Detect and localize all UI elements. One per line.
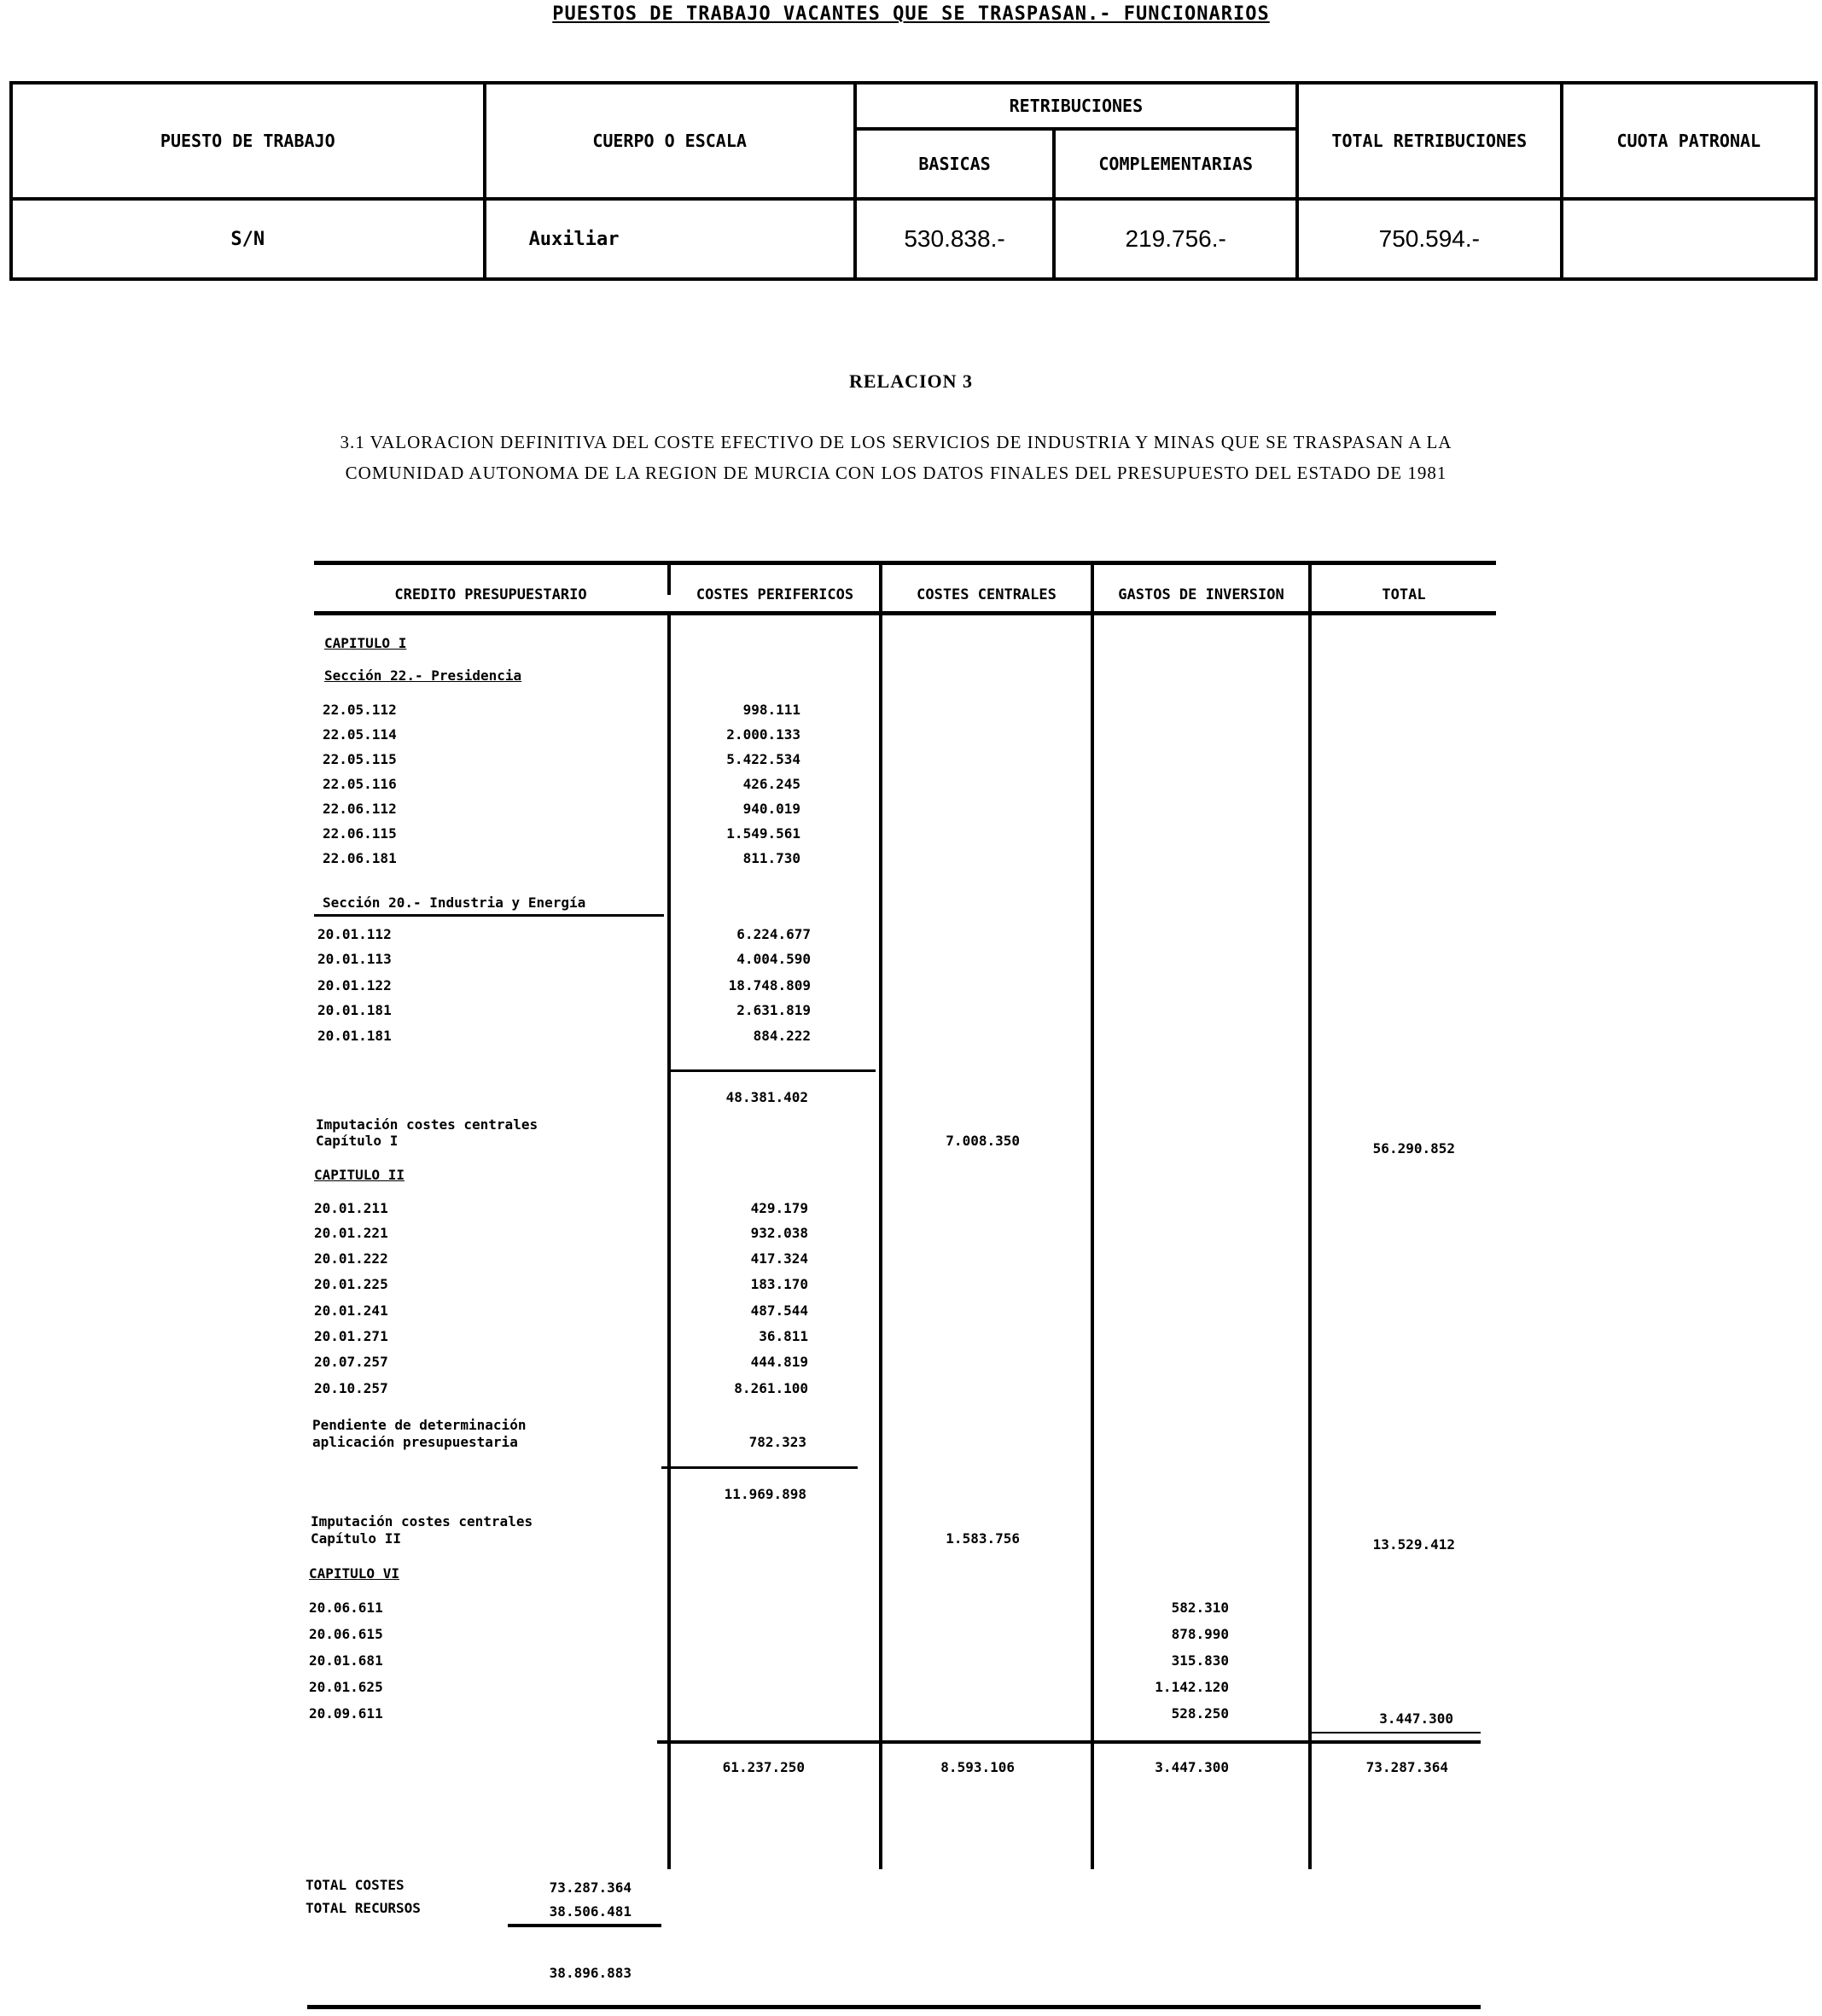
header-cuerpo: CUERPO O ESCALA	[485, 83, 855, 199]
header-retribuciones: RETRIBUCIONES	[855, 83, 1297, 129]
budget-code: 20.01.222	[314, 1250, 388, 1267]
periferico-value: 932.038	[750, 1225, 808, 1241]
total-column-rule	[1312, 1732, 1481, 1733]
cell-cuota	[1562, 199, 1816, 279]
total-value: 13.529.412	[1372, 1536, 1455, 1553]
inversion-value: 528.250	[1171, 1705, 1229, 1722]
header-costes-centrales: COSTES CENTRALES	[917, 586, 1057, 603]
pendiente-label: Pendiente de determinación	[312, 1417, 527, 1433]
cell-puesto: S/N	[11, 199, 485, 279]
budget-code: 22.05.115	[323, 751, 397, 767]
subtotal-rule	[667, 1069, 876, 1072]
periferico-value: 18.748.809	[728, 977, 811, 993]
table-header-rule	[314, 611, 1496, 615]
budget-code: 20.01.112	[317, 926, 392, 942]
difference-value: 38.896.883	[549, 1965, 632, 1981]
summary-rule	[508, 1924, 661, 1927]
budget-code: 20.01.211	[314, 1200, 388, 1216]
chapter-heading: CAPITULO I	[324, 635, 407, 651]
section-heading: Sección 22.- Presidencia	[324, 667, 522, 684]
subtotal-value: 48.381.402	[725, 1089, 808, 1105]
inversion-value: 315.830	[1171, 1652, 1229, 1669]
budget-code: 22.05.116	[323, 776, 397, 792]
periferico-value: 5.422.534	[726, 751, 800, 767]
header-costes-perifericos: COSTES PERIFERICOS	[696, 586, 854, 603]
imputacion-label: Capítulo I	[316, 1133, 399, 1149]
total-inversion: 3.447.300	[1155, 1759, 1229, 1775]
total-costes-label: TOTAL COSTES	[306, 1877, 405, 1893]
header-credito: CREDITO PRESUPUESTARIO	[394, 586, 587, 603]
total-costes-value: 73.287.364	[549, 1879, 632, 1896]
budget-code: 22.06.112	[323, 801, 397, 817]
budget-code: 22.05.114	[323, 726, 397, 743]
budget-code: 20.01.225	[314, 1276, 388, 1292]
periferico-value: 6.224.677	[736, 926, 811, 942]
inversion-value: 582.310	[1171, 1599, 1229, 1616]
periferico-value: 998.111	[742, 702, 800, 718]
budget-code: 20.01.181	[317, 1028, 392, 1044]
periferico-value: 2.000.133	[726, 726, 800, 743]
header-basicas: BASICAS	[855, 129, 1055, 199]
relacion-title: RELACION 3	[848, 370, 974, 392]
column-divider	[1091, 561, 1094, 1869]
periferico-value: 36.811	[759, 1328, 808, 1344]
budget-code: 20.01.122	[317, 977, 392, 993]
header-cuota-patronal: CUOTA PATRONAL	[1562, 83, 1816, 199]
periferico-value: 429.179	[750, 1200, 808, 1216]
total-centrales: 8.593.106	[940, 1759, 1015, 1775]
subtotal-rule	[661, 1466, 858, 1469]
chapter-heading: CAPITULO VI	[309, 1565, 399, 1582]
inversion-value: 878.990	[1171, 1626, 1229, 1642]
total-value: 3.447.300	[1379, 1710, 1453, 1727]
pendiente-label: aplicación presupuestaria	[312, 1434, 518, 1450]
cell-cuerpo: Auxiliar	[485, 199, 855, 279]
subtotal-value: 11.969.898	[724, 1486, 806, 1502]
header-total: TOTAL	[1382, 586, 1426, 603]
periferico-value: 444.819	[750, 1354, 808, 1370]
centrales-value: 1.583.756	[946, 1530, 1020, 1547]
column-divider	[879, 561, 882, 1869]
header-complementarias: COMPLEMENTARIAS	[1054, 129, 1297, 199]
budget-code: 20.06.611	[309, 1599, 383, 1616]
budget-code: 20.10.257	[314, 1380, 388, 1396]
periferico-value: 183.170	[750, 1276, 808, 1292]
totals-rule	[657, 1740, 1481, 1744]
periferico-value: 884.222	[753, 1028, 811, 1044]
imputacion-label: Capítulo II	[311, 1530, 401, 1547]
header-gastos-inversion: GASTOS DE INVERSION	[1118, 586, 1284, 603]
section-heading: Sección 20.- Industria y Energía	[323, 894, 586, 911]
total-perifericos: 61.237.250	[722, 1759, 805, 1775]
budget-code: 20.07.257	[314, 1354, 388, 1370]
budget-code: 20.01.681	[309, 1652, 383, 1669]
periferico-value: 426.245	[742, 776, 800, 792]
grand-total: 73.287.364	[1365, 1759, 1448, 1775]
pendiente-value: 782.323	[748, 1434, 806, 1450]
periferico-value: 487.544	[750, 1302, 808, 1319]
budget-code: 22.06.181	[323, 850, 397, 866]
cell-basicas: 530.838.-	[855, 199, 1055, 279]
budget-code: 20.01.221	[314, 1225, 388, 1241]
centrales-value: 7.008.350	[946, 1133, 1020, 1149]
total-value: 56.290.852	[1372, 1140, 1455, 1157]
header-total-retribuciones: TOTAL RETRIBUCIONES	[1297, 83, 1562, 199]
inversion-value: 1.142.120	[1155, 1679, 1229, 1695]
budget-code: 20.01.113	[317, 951, 392, 967]
budget-code: 20.09.611	[309, 1705, 383, 1722]
cell-total: 750.594.-	[1297, 199, 1562, 279]
budget-code: 22.05.112	[323, 702, 397, 718]
budget-code: 20.01.181	[317, 1002, 392, 1018]
budget-code: 20.01.625	[309, 1679, 383, 1695]
budget-code: 20.01.271	[314, 1328, 388, 1344]
periferico-value: 2.631.819	[736, 1002, 811, 1018]
budget-code: 20.06.615	[309, 1626, 383, 1642]
total-recursos-label: TOTAL RECURSOS	[306, 1900, 421, 1916]
cell-complementarias: 219.756.-	[1054, 199, 1297, 279]
table-top-rule	[314, 561, 1496, 565]
periferico-value: 8.261.100	[734, 1380, 808, 1396]
chapter-heading: CAPITULO II	[314, 1167, 405, 1183]
periferico-value: 940.019	[742, 801, 800, 817]
column-divider	[1308, 561, 1312, 1869]
imputacion-label: Imputación costes centrales	[311, 1513, 533, 1529]
section-underline	[314, 914, 664, 917]
relacion-description: 3.1 VALORACION DEFINITIVA DEL COSTE EFECTIVO DE LOS SERVICIOS DE INDUSTRIA Y MINAS QUE SE TRASPASAN A LA COMUNIDAD AUTONOMA DE LA REGION DE MURCIA CON LOS DATOS FINALES DEL PRESUPUESTO DEL ESTADO DE 1981	[340, 432, 1452, 483]
column-divider	[667, 611, 671, 1869]
header-puesto: PUESTO DE TRABAJO	[11, 83, 485, 199]
periferico-value: 4.004.590	[736, 951, 811, 967]
total-recursos-value: 38.506.481	[549, 1903, 632, 1920]
periferico-value: 417.324	[750, 1250, 808, 1267]
page-heading: PUESTOS DE TRABAJO VACANTES QUE SE TRASPASAN.- FUNCIONARIOS	[552, 3, 1270, 25]
imputacion-label: Imputación costes centrales	[316, 1116, 538, 1133]
periferico-value: 811.730	[742, 850, 800, 866]
bottom-rule	[307, 2005, 1481, 2009]
periferico-value: 1.549.561	[726, 825, 800, 842]
vacancies-table	[9, 81, 1818, 281]
budget-code: 20.01.241	[314, 1302, 388, 1319]
budget-code: 22.06.115	[323, 825, 397, 842]
